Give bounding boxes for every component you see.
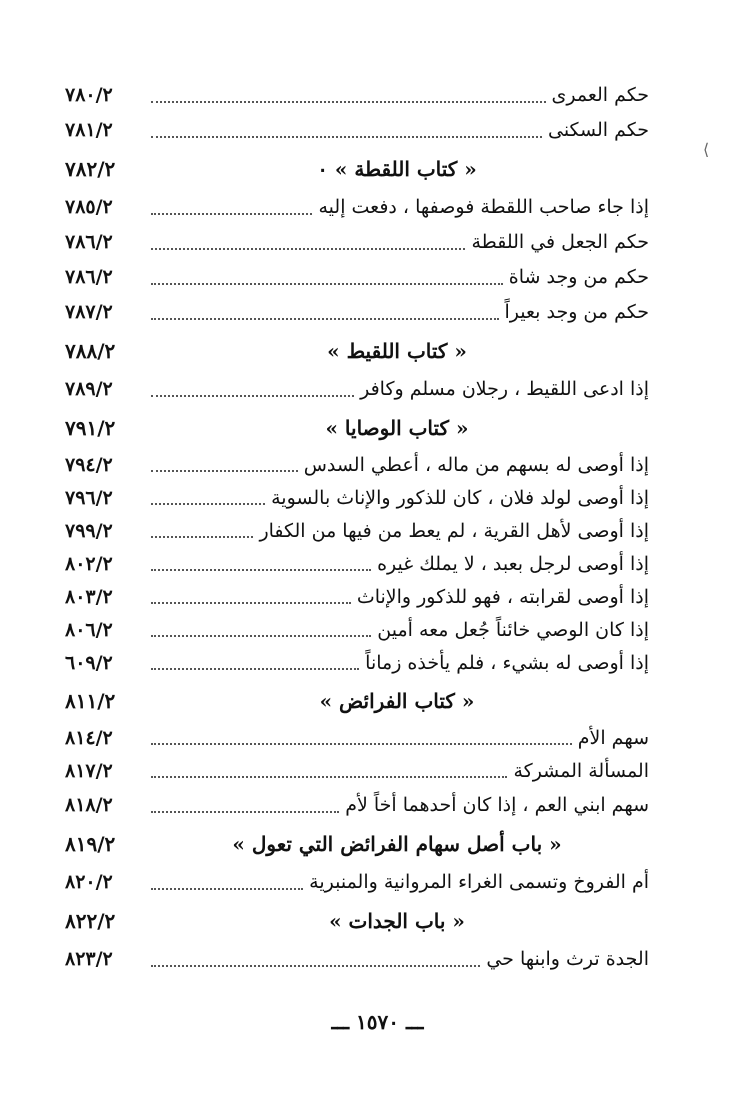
dot-leader bbox=[151, 395, 354, 397]
toc-entry-page: ٨١٤/٢ bbox=[65, 727, 113, 749]
toc-entry bbox=[65, 647, 649, 680]
toc-section-heading bbox=[65, 825, 649, 863]
section-heading-page: ٨١٩/٢ bbox=[65, 832, 116, 856]
toc-entry-page: ٦٠٩/٢ bbox=[65, 652, 113, 674]
dot-leader bbox=[151, 136, 542, 138]
dot-leader bbox=[151, 965, 480, 967]
toc-entry-title: المسألة المشركة bbox=[513, 760, 649, 782]
toc-entry-title: الجدة ترث وابنها حي bbox=[486, 948, 649, 970]
toc-entry-title: إذا أوصى لقرابته ، فهو للذكور والإناث bbox=[356, 586, 649, 608]
toc-entry-page: ٨٠٢/٢ bbox=[65, 553, 113, 575]
toc-entry-page: ٧٩٤/٢ bbox=[65, 454, 113, 476]
toc-entry-page: ٧٩٦/٢ bbox=[65, 487, 113, 509]
toc-entry-title: سهم الأم bbox=[577, 727, 649, 749]
toc-entry bbox=[65, 581, 649, 614]
toc-entry bbox=[65, 449, 649, 482]
toc-entry bbox=[65, 295, 649, 330]
toc-entry bbox=[65, 548, 649, 581]
toc-entry bbox=[65, 788, 649, 823]
toc-entry-title: إذا ادعى اللقيط ، رجلان مسلم وكافر bbox=[360, 378, 649, 400]
toc-entry-title: حكم السكنى bbox=[547, 119, 649, 141]
section-heading-title: « كتاب الفرائض » bbox=[319, 689, 475, 713]
dot-leader bbox=[151, 811, 339, 813]
toc-entry-title: إذا كان الوصي خائناً جُعل معه أمين bbox=[377, 619, 649, 641]
toc-section-heading bbox=[65, 682, 649, 720]
toc-entry-page: ٨٠٣/٢ bbox=[65, 586, 113, 608]
toc-entry bbox=[65, 865, 649, 900]
dot-leader bbox=[151, 470, 298, 472]
toc-entry-page: ٨١٧/٢ bbox=[65, 760, 113, 782]
toc-entry-title: إذا أوصى له بسهم من ماله ، أعطي السدس bbox=[303, 454, 649, 476]
dot-leader bbox=[151, 743, 572, 745]
toc-entry-title: إذا أوصى لولد فلان ، كان للذكور والإناث بالسوية bbox=[271, 487, 649, 509]
toc-section-heading bbox=[65, 902, 649, 940]
toc-entry bbox=[65, 225, 649, 260]
dot-leader bbox=[151, 248, 465, 250]
section-heading-title: « كتاب اللقطة » ٠ bbox=[317, 157, 477, 181]
section-heading-page: ٨١١/٢ bbox=[65, 689, 116, 713]
toc-entry-title: إذا أوصى لأهل القرية ، لم يعط من فيها من الكفار bbox=[259, 520, 649, 542]
section-heading-title: « كتاب الوصايا » bbox=[325, 416, 469, 440]
toc-entry-page: ٧٨٦/٢ bbox=[65, 231, 113, 253]
toc-entry-title: حكم العمرى bbox=[551, 84, 649, 106]
dot-leader bbox=[151, 602, 351, 604]
dot-leader bbox=[151, 213, 312, 215]
section-heading-page: ٨٢٢/٢ bbox=[65, 909, 116, 933]
dot-leader bbox=[151, 536, 253, 538]
toc-entry-page: ٨٠٦/٢ bbox=[65, 619, 113, 641]
dot-leader bbox=[151, 668, 359, 670]
dot-leader bbox=[151, 318, 499, 320]
toc-entry-page: ٧٨٥/٢ bbox=[65, 196, 113, 218]
section-heading-title: « باب أصل سهام الفرائض التي تعول » bbox=[232, 832, 562, 856]
table-of-contents bbox=[65, 78, 649, 977]
toc-entry-page: ٨١٨/٢ bbox=[65, 794, 113, 816]
toc-entry-page: ٧٨٩/٢ bbox=[65, 378, 113, 400]
toc-entry-title: إذا أوصى له بشيء ، فلم يأخذه زماناً bbox=[365, 652, 649, 674]
toc-entry-title: إذا أوصى لرجل بعبد ، لا يملك غيره bbox=[377, 553, 649, 575]
toc-entry-title: أم الفروخ وتسمى الغراء المروانية والمنبرية bbox=[309, 871, 649, 893]
toc-section-heading bbox=[65, 150, 649, 188]
toc-entry-title: حكم من وجد شاة bbox=[508, 266, 649, 288]
toc-entry-page: ٨٢٣/٢ bbox=[65, 948, 113, 970]
toc-entry bbox=[65, 113, 649, 148]
margin-mark: ⟩ bbox=[703, 140, 710, 159]
toc-entry-page: ٧٨٧/٢ bbox=[65, 301, 113, 323]
page-number: ـــ ١٥٧٠ ـــ bbox=[331, 1010, 424, 1034]
toc-entry bbox=[65, 515, 649, 548]
toc-entry bbox=[65, 260, 649, 295]
toc-entry-title: سهم ابني العم ، إذا كان أحدهما أخاً لأم bbox=[345, 794, 649, 816]
dot-leader bbox=[151, 776, 507, 778]
section-heading-title: « كتاب اللقيط » bbox=[327, 339, 467, 363]
toc-entry bbox=[65, 942, 649, 977]
toc-entry bbox=[65, 482, 649, 515]
dot-leader bbox=[151, 101, 546, 103]
section-heading-page: ٧٨٨/٢ bbox=[65, 339, 116, 363]
toc-section-heading bbox=[65, 409, 649, 447]
toc-entry bbox=[65, 722, 649, 755]
toc-entry-title: حكم من وجد بعيراً bbox=[504, 301, 649, 323]
dot-leader bbox=[151, 635, 371, 637]
toc-entry-page: ٨٢٠/٢ bbox=[65, 871, 113, 893]
dot-leader bbox=[151, 888, 303, 890]
section-heading-page: ٧٩١/٢ bbox=[65, 416, 116, 440]
toc-entry bbox=[65, 372, 649, 407]
toc-entry bbox=[65, 755, 649, 788]
section-heading-page: ٧٨٢/٢ bbox=[65, 157, 116, 181]
toc-entry bbox=[65, 78, 649, 113]
dot-leader bbox=[151, 503, 265, 505]
toc-entry-page: ٧٩٩/٢ bbox=[65, 520, 113, 542]
toc-entry-title: حكم الجعل في اللقطة bbox=[471, 231, 649, 253]
dot-leader bbox=[151, 569, 371, 571]
toc-entry-page: ٧٨٦/٢ bbox=[65, 266, 113, 288]
toc-entry-page: ٧٨١/٢ bbox=[65, 119, 113, 141]
toc-entry-page: ٧٨٠/٢ bbox=[65, 84, 113, 106]
toc-entry bbox=[65, 614, 649, 647]
toc-entry bbox=[65, 190, 649, 225]
section-heading-title: « باب الجدات » bbox=[329, 909, 465, 933]
dot-leader bbox=[151, 283, 503, 285]
toc-section-heading bbox=[65, 332, 649, 370]
toc-entry-title: إذا جاء صاحب اللقطة فوصفها ، دفعت إليه bbox=[318, 196, 649, 218]
